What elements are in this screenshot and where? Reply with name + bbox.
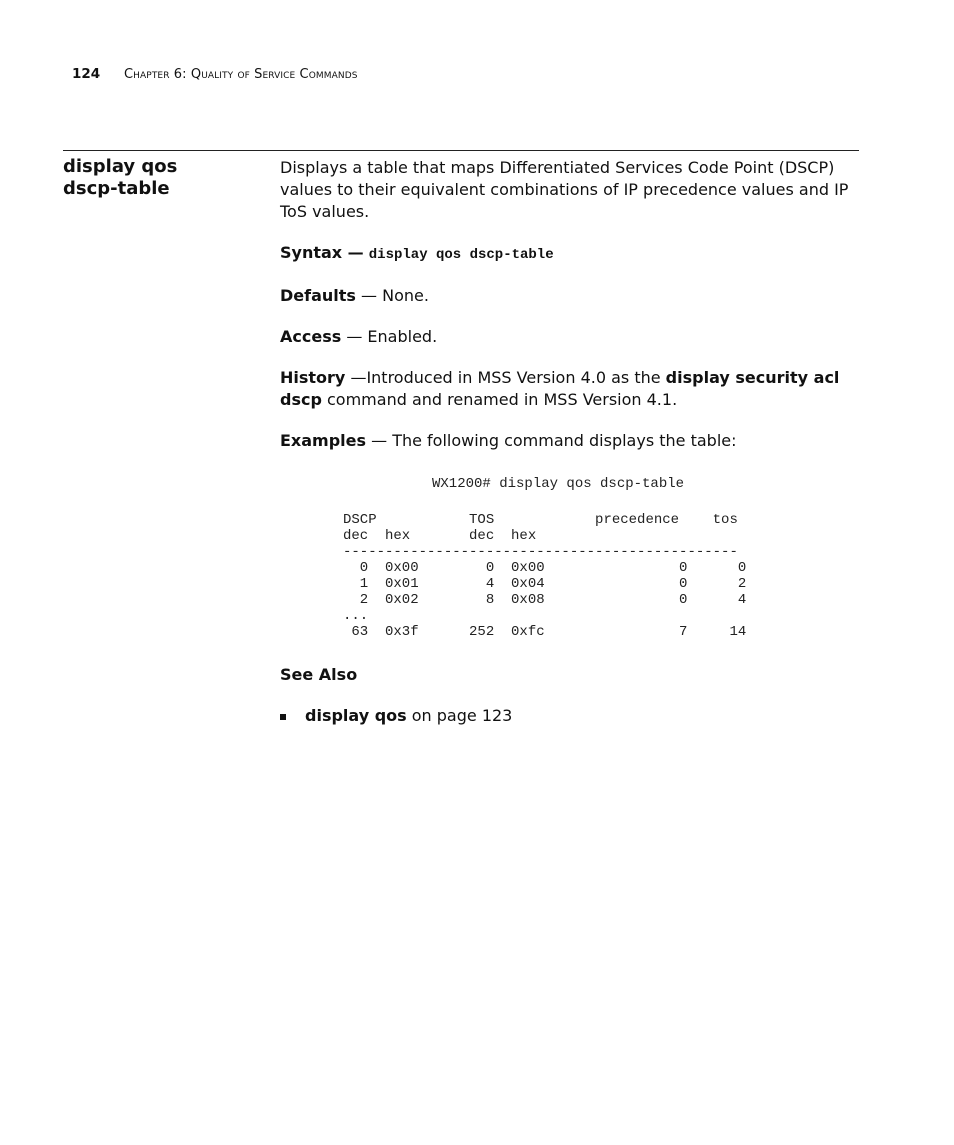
syntax-paragraph — [280, 242, 850, 266]
description: Displays a table that maps Differentiated Services Code Point (DSCP) values to their equivalent combinations of IP precedence values and IP ToS values. — [280, 158, 849, 221]
syntax-command: display qos dscp-table — [368, 247, 554, 263]
section-title — [63, 156, 253, 200]
examples-label: Examples — [280, 431, 367, 450]
history-command: display security acl dscp — [280, 368, 840, 409]
access-text: — Enabled. — [341, 327, 438, 346]
see-also-heading: See Also — [280, 665, 358, 684]
section-title-line2: dscp-table — [63, 178, 170, 199]
access-label: Access — [280, 327, 342, 346]
dscp-table-output: DSCP TOS precedence tos dec hex dec hex ----------------------------------------------- 0 0x00 0 0x00 0 0 1 0x01 4 0x04 0 2 2 0x02 8 0x08 0 4 ... 63 0x3f 252 0xfc 7 14 — [343, 512, 747, 640]
examples-paragraph — [280, 430, 850, 452]
section-title-line1: display qos — [63, 156, 178, 177]
section-content — [280, 157, 850, 471]
history-paragraph — [280, 367, 850, 411]
see-also-link[interactable]: display qos — [305, 706, 407, 725]
syntax-label: Syntax — — [280, 243, 364, 262]
defaults-label: Defaults — [280, 286, 356, 305]
bullet-icon — [280, 714, 286, 720]
history-text-1: —Introduced in MSS Version 4.0 as the — [345, 368, 666, 387]
history-text-2: command and renamed in MSS Version 4.1. — [321, 390, 678, 409]
history-label: History — [280, 368, 346, 387]
access-paragraph — [280, 326, 850, 348]
page-number: 124 — [72, 66, 101, 82]
see-also-item — [280, 706, 512, 725]
running-header — [72, 66, 358, 82]
chapter-title: Chapter 6: Quality of Service Commands — [124, 67, 358, 82]
section-divider — [63, 150, 859, 151]
example-command: WX1200# display qos dscp-table — [432, 476, 685, 492]
examples-text: — The following command displays the table: — [366, 431, 737, 450]
defaults-text: — None. — [355, 286, 429, 305]
see-also-page-ref: on page 123 — [406, 706, 513, 725]
defaults-paragraph — [280, 285, 850, 307]
